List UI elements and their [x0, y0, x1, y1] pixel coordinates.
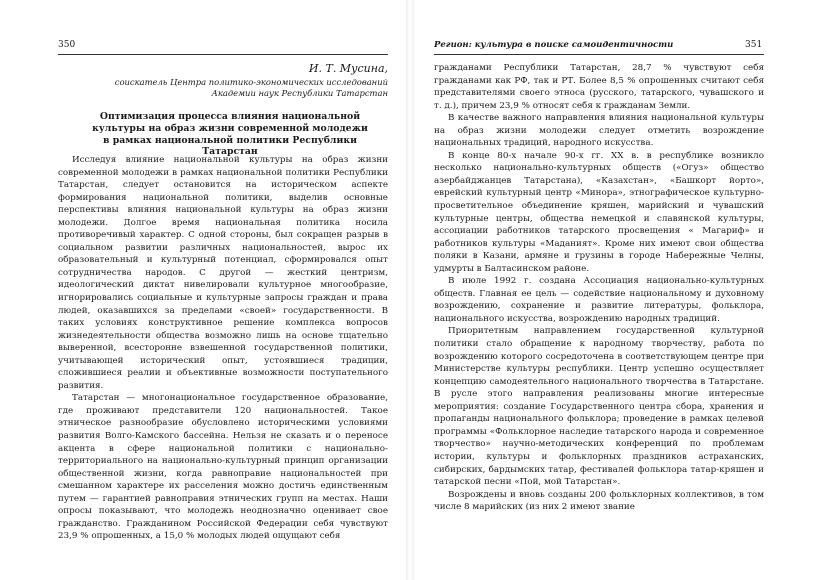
- right-page: [414, 0, 820, 580]
- page-number-left: 350: [58, 40, 76, 50]
- page-number-right: 351: [745, 40, 763, 50]
- left-body-text: [58, 154, 388, 543]
- paragraph: В конце 80-х начале 90-х гг. XX в. в республике возникло несколько национально-культурных обществ («Огуз» общество азербайджанцев Татарстана), «Казахстан», «Башкорт йорто», еврейский культурный центр «Минора», этнографическое культурно-просветительное объединение кряшен, марийский и чувашский культурные центры, общества немецкой и славянской культуры, ассоциации работников татарского просвещения « Магариф» и работников культуры «Маданият». Кроме них имеют свои общества поляки в Казани, армяне и грузины в городе Набережные Челны, удмурты в Балтасинском районе.: [434, 150, 764, 274]
- header-rule-right: [434, 54, 764, 55]
- right-body-text: [434, 62, 764, 514]
- paragraph: Приоритетным направлением государственной культурной политики стало обращение к народному творчеству, работа по возрождению которого сосредоточена в соответствующем центре при Министерстве культуры республики. Центр успешно осуществляет концепцию самодеятельного национального творчества в Татарстане. В русле этого направления реализованы многие интересные мероприятия: создание Государственного центра сбора, хранения и пропаганды национального фольклора; проведение в рамках целевой программы «Фольклорное наследие татарского народа и современное творчество» научно-методических конференций по проблемам истории, культуры и фольклорных праздников астраханских, сибирских, бардымских татар, фестивалей фольклора татар-кряшен и татарской песни «Пой, мой Татарстан».: [434, 326, 764, 488]
- author-affiliation: соискатель Центра политико-экономических исследований Академии наук Республики Татарстан: [114, 77, 388, 99]
- book-gutter: [406, 0, 414, 580]
- paragraph: В июле 1992 г. создана Ассоциация национально-культурных обществ. Главная ее цель — содействие национальному и духовному возрождению, сохранение и развитие литературы, фольклора, национального искусства, возрождению народных традиций.: [434, 276, 764, 324]
- left-page: [0, 0, 406, 580]
- paragraph: Возрождены и вновь созданы 200 фольклорных коллективов, в том числе 8 марийских (из них 2 имеют звание: [434, 489, 764, 513]
- paragraph: В качестве важного направления влияния национальной культуры на образ жизни молодежи следует отметить возрождение национальных традиций, народного искусства.: [434, 113, 764, 149]
- header-rule-left: [58, 54, 388, 55]
- author-name: И. Т. Мусина,: [308, 62, 388, 75]
- running-title: Регион: культура в поиске самоидентичности: [434, 40, 674, 50]
- paragraph: Исследуя влияние национальной культуры на образ жизни современной молодежи в рамках национальной политики Республики Татарстан, следует остановится на историческом аспекте формирования национальной политики, выделив основные перспективы влияния национальной культуры на образ жизни молодежи. Долгое время национальная политика носила противоречивый характер. С одной стороны, был сокращен разрыв в социальном развитии различных национальностей, вырос их образовательный и культурный потенциал, сформировался опыт сотрудничества народов. С другой — жесткий центризм, идеологический диктат нивелировали культурное многообразие, игнорировались социальные и культурные запросы граждан и права людей, оказавшихся за пределами «своей» государственности. В таких условиях конструктивное решение комплекса вопросов жизнедеятельности общества возможно лишь на основе тщательно выверенной, всесторонне взвешенной государственной политики, учитывающей исторический опыт, устоявшиеся традиции, сложившиеся реалии и объективные возможности поступательного развития.: [58, 155, 388, 391]
- paragraph: Татарстан — многонациональное государственное образование, где проживают представители 120 национальностей. Такое этническое разнообразие обусловлено историческими условиями развития Волго-Камского бассейна. Нельзя не сказать и о переносе акцента в сфере национальной политики с национально-территориального на национально-культурный принцип организации общественной жизни, когда равноправие национальностей при смешанном характере их расселения можно достичь единственным путем — гарантией равноправия этнических групп на местах. Наши опросы показывают, что молодежь неоднозначно оценивает свое гражданство. Гражданином Российской Федерации себя чувствуют 23,9 % опрошенных, а 15,0 % молодых людей ощущают себя: [58, 393, 388, 542]
- paragraph: гражданами Республики Татарстан, 28,7 % чувствуют себя гражданами как РФ, так и РТ. Более 8,5 % опрошенных считают себя представителями своего этноса (русского, татарского, чувашского и т. д.), причем 23,9 % относят себя к гражданам Земли.: [434, 63, 764, 111]
- article-title: Оптимизация процесса влияния национальной культуры на образ жизни современной молодежи в рамках национальной политики Республики Татарстан: [92, 111, 368, 158]
